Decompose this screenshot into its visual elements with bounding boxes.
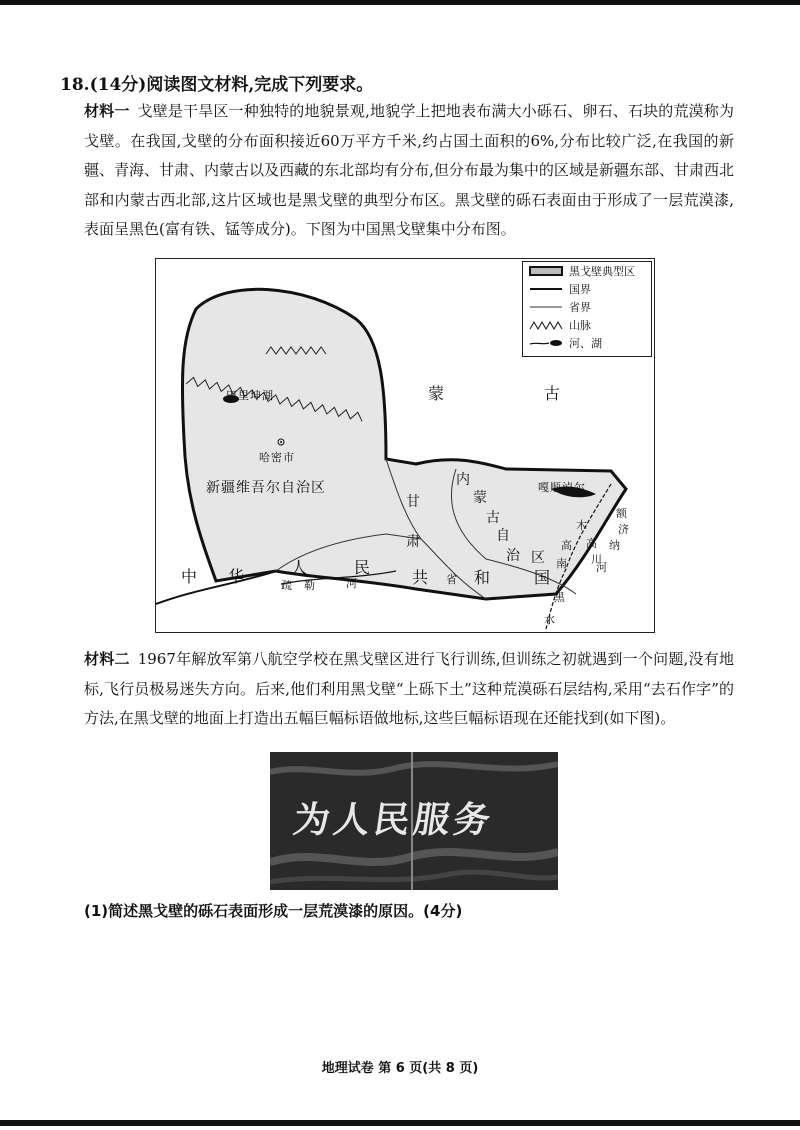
label-xinjiang: 新疆维吾尔自治区	[206, 480, 326, 496]
page-footer: 地理试卷 第 6 页(共 8 页)	[321, 1061, 479, 1076]
river-lake-icon	[529, 338, 563, 348]
material-two-label: 材料二	[84, 650, 130, 668]
label-ejina-2: 济	[618, 523, 630, 536]
label-prc-2: 华	[228, 567, 246, 586]
label-juyanhai: 嘎顺淖尔	[538, 481, 586, 494]
material-two-text: 1967年解放军第八航空学校在黑戈壁区进行飞行训练,但训练之初就遇到一个问题,没有地标,飞行员极易迷失方向。后来,他们利用黑戈壁“上砾下土”这种荒漠砾石层结构,采用“去石作字”的方法,在黑戈壁的地面上打造出五幅巨幅标语做地标,这些巨幅标语现在还能找到(如下图)。	[84, 650, 734, 727]
label-inner-mongolia-6: 区	[531, 550, 546, 566]
label-heihe-1: 黑	[554, 591, 566, 604]
label-inner-mongolia-1: 内	[456, 472, 471, 488]
black-gobi-map	[155, 258, 655, 633]
label-gaoshan-4: 高	[586, 537, 598, 550]
label-province-char: 省	[446, 573, 458, 586]
label-ejina-4: 河	[596, 561, 608, 574]
map-legend	[522, 261, 652, 357]
label-prc-7: 国	[534, 568, 552, 587]
label-mongolia-2: 古	[544, 384, 562, 403]
label-gaoshan-1: 木	[576, 519, 588, 532]
legend-national-border: 国界	[523, 280, 651, 298]
label-gansu-1: 甘	[406, 494, 421, 510]
label-inner-mongolia-5: 治	[506, 548, 521, 564]
label-barkol-lake: 巴里坤湖	[226, 389, 274, 402]
label-gaoshan-5: 川	[591, 553, 603, 566]
material-one-text: 戈壁是干旱区一种独特的地貌景观,地貌学上把地表布满大小砾石、卵石、石块的荒漠称为戈壁。在我国,戈壁的分布面积接近60万平方千米,约占国土面积的6%,分布比较广泛,在我国的新疆、青海、甘肃、内蒙古以及西藏的东北部均有分布,但分布最为集中的区域是新疆东部、甘肃西北部和内蒙古西北部,这片区域也是黑戈壁的典型分布区。黑戈壁的砾石表面由于形成了一层荒漠漆,表面呈黑色(富有铁、锰等成分)。下图为中国黑戈壁集中分布图。	[84, 102, 734, 238]
label-prc-6: 和	[474, 568, 492, 587]
subquestion-1: (1)简述黑戈壁的砾石表面形成一层荒漠漆的原因。(4分)	[84, 902, 463, 920]
slogan-photo	[270, 752, 558, 890]
provincial-border-swatch	[529, 302, 563, 312]
label-hami: 哈密市	[259, 451, 295, 464]
legend-provincial-border: 省界	[523, 298, 651, 316]
legend-typical-area: 黑戈壁典型区	[523, 262, 651, 280]
question-title: 18.(14分)阅读图文材料,完成下列要求。	[60, 75, 374, 95]
slogan-text: 为人民服务	[290, 800, 497, 841]
material-one	[84, 97, 734, 245]
label-shule-2: 勒	[304, 579, 316, 592]
top-border	[0, 0, 800, 5]
label-inner-mongolia-3: 古	[486, 510, 501, 526]
typical-area-swatch	[529, 266, 563, 276]
label-prc-5: 共	[412, 568, 430, 587]
legend-mountain: 山脉	[523, 316, 651, 334]
label-ejina-1: 额	[616, 507, 628, 520]
legend-river-lake: 河、湖	[523, 334, 651, 352]
label-gaoshan-3: 南	[556, 557, 568, 570]
label-gaoshan-2: 高	[561, 539, 573, 552]
label-inner-mongolia-4: 自	[496, 528, 511, 544]
label-heihe-2: 水	[544, 613, 556, 626]
bottom-border	[0, 1120, 800, 1126]
material-one-label: 材料一	[84, 102, 130, 120]
label-ejina-3: 纳	[609, 539, 621, 552]
label-inner-mongolia-2: 蒙	[473, 490, 488, 506]
label-prc-3: 人	[291, 558, 309, 577]
label-mongolia-1: 蒙	[428, 384, 446, 403]
label-prc-4: 民	[354, 558, 372, 577]
label-gansu-2: 肃	[406, 534, 421, 550]
material-two	[84, 645, 734, 734]
label-prc-1: 中	[181, 567, 199, 586]
mountain-icon	[529, 320, 563, 330]
label-shule-1: 疏	[281, 579, 293, 592]
national-border-swatch	[529, 284, 563, 294]
label-shule-3: 河	[346, 577, 358, 590]
